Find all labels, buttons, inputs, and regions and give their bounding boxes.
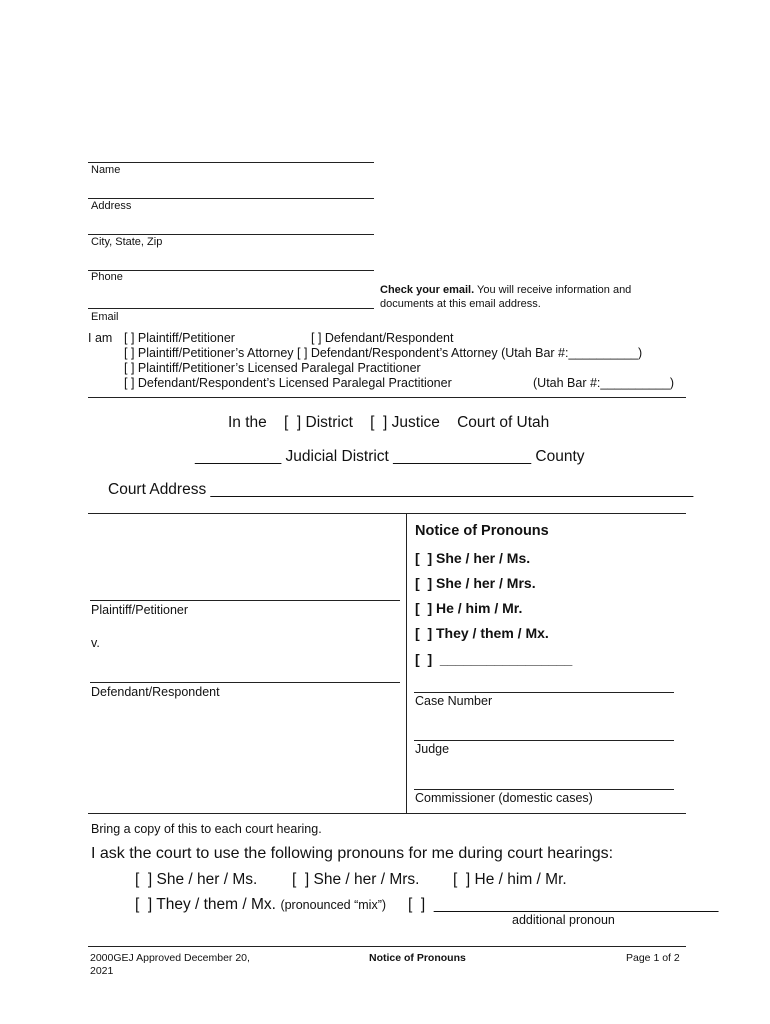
caption-option-they-mx[interactable]: [ ] They / them / Mx. (415, 625, 549, 641)
defendant-paralegal-bar-number[interactable]: (Utah Bar #:__________) (533, 376, 675, 390)
footer-title: Notice of Pronouns (369, 952, 466, 964)
pronouns-title: Notice of Pronouns (415, 523, 549, 539)
email-note-rest: You will receive information and (474, 284, 632, 296)
plaintiff-label: Plaintiff/Petitioner (91, 603, 189, 617)
commissioner-line[interactable] (414, 789, 674, 790)
mix-pronunciation-note: (pronounced “mix”) (280, 898, 387, 912)
role-defendant-checkbox[interactable]: [ ] Defendant/Respondent (311, 331, 454, 345)
caption-divider (406, 513, 407, 813)
phone-label: Phone (91, 271, 123, 283)
court-address-line[interactable]: Court Address ________________________________________________________ (108, 481, 694, 498)
email-note-line1 (380, 284, 631, 296)
email-note-bold: Check your email. (380, 284, 475, 296)
body-option-they-mx[interactable] (135, 896, 386, 914)
commissioner-label: Commissioner (domestic cases) (415, 791, 593, 805)
judge-line[interactable] (414, 740, 674, 741)
email-line[interactable] (88, 308, 374, 309)
address-label: Address (91, 200, 132, 212)
judge-label: Judge (415, 742, 450, 756)
name-line[interactable] (88, 162, 374, 163)
section-divider (88, 397, 686, 398)
caption-option-he-mr[interactable]: [ ] He / him / Mr. (415, 600, 523, 616)
caption-option-other[interactable]: [ ] _________________ (415, 651, 573, 667)
name-label: Name (91, 164, 121, 176)
case-number-label: Case Number (415, 694, 493, 708)
city-state-zip-label: City, State, Zip (91, 236, 163, 248)
page-number: Page 1 of 2 (626, 952, 680, 964)
caption-top-rule (88, 513, 686, 514)
form-id-line2: 2021 (90, 965, 114, 977)
phone-line[interactable] (88, 270, 374, 271)
body-option-other[interactable]: [ ] _________________________________ (408, 896, 719, 913)
plaintiff-name-line[interactable] (90, 600, 400, 601)
caption-bottom-rule (88, 813, 686, 814)
role-defendant-paralegal-checkbox[interactable]: [ ] Defendant/Respondent’s Licensed Paralegal Practitioner (124, 376, 452, 390)
defendant-name-line[interactable] (90, 682, 400, 683)
form-id-line1: 2000GEJ Approved December 20, (90, 952, 250, 964)
role-plaintiff-checkbox[interactable]: [ ] Plaintiff/Petitioner (124, 331, 235, 345)
email-note-line2: documents at this email address. (380, 298, 541, 310)
role-plaintiff-paralegal-checkbox[interactable]: [ ] Plaintiff/Petitioner’s Licensed Paralegal Practitioner (124, 361, 421, 375)
iam-label: I am (88, 331, 113, 345)
caption-option-she-mrs[interactable]: [ ] She / her / Mrs. (415, 575, 536, 591)
footer-rule (88, 946, 686, 947)
caption-option-she-ms[interactable]: [ ] She / her / Ms. (415, 550, 531, 566)
defendant-label: Defendant/Respondent (91, 685, 220, 699)
body-option-they-mx-label: [ ] They / them / Mx. (135, 896, 276, 913)
bring-copy-note: Bring a copy of this to each court hearing. (91, 822, 322, 836)
body-option-she-mrs[interactable]: [ ] She / her / Mrs. (292, 871, 420, 888)
additional-pronoun-label: additional pronoun (512, 913, 615, 927)
body-option-he-mr[interactable]: [ ] He / him / Mr. (453, 871, 567, 888)
district-county-line[interactable]: __________ Judicial District ________________ County (195, 448, 585, 465)
email-label: Email (91, 311, 119, 323)
address-line[interactable] (88, 198, 374, 199)
body-option-she-ms[interactable]: [ ] She / her / Ms. (135, 871, 258, 888)
city-state-zip-line[interactable] (88, 234, 374, 235)
case-number-line[interactable] (414, 692, 674, 693)
role-attorney-row[interactable]: [ ] Plaintiff/Petitioner’s Attorney [ ] Defendant/Respondent’s Attorney (Utah Bar #:__________) (124, 346, 643, 360)
versus-label: v. (91, 636, 100, 650)
pronoun-request: I ask the court to use the following pronouns for me during court hearings: (91, 845, 614, 862)
court-type-line[interactable]: In the [ ] District [ ] Justice Court of Utah (228, 414, 550, 431)
